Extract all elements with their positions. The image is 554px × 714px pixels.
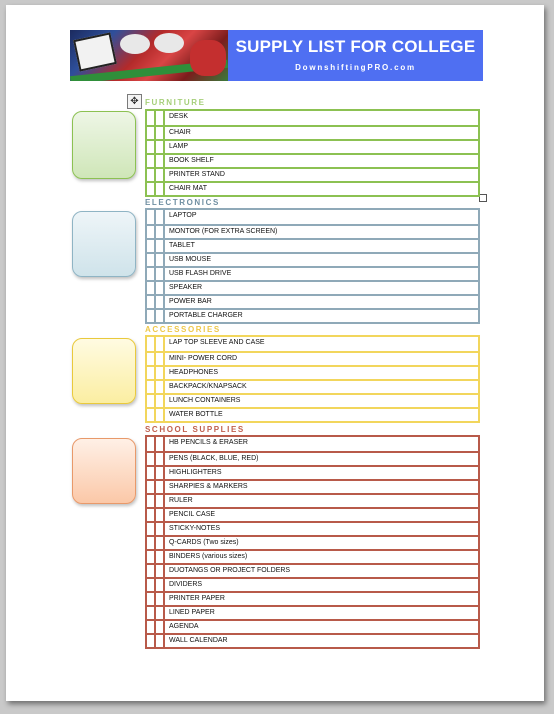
table-electronics bbox=[145, 208, 480, 324]
item-label: PENCIL CASE bbox=[169, 511, 216, 518]
list-item bbox=[147, 605, 478, 619]
item-label: BACKPACK/KNAPSACK bbox=[169, 383, 247, 390]
check-cell[interactable] bbox=[156, 537, 165, 549]
item-label: Q-CARDS (Two sizes) bbox=[169, 539, 239, 546]
check-cell[interactable] bbox=[147, 310, 156, 322]
item-label: AGENDA bbox=[169, 623, 199, 630]
check-cell[interactable] bbox=[147, 579, 156, 591]
photo-shoe-shape bbox=[120, 34, 150, 54]
check-cell[interactable] bbox=[147, 523, 156, 535]
page-subtitle: DownshiftingPRO.com bbox=[295, 63, 416, 72]
list-item bbox=[147, 379, 478, 393]
item-label: USB FLASH DRIVE bbox=[169, 270, 232, 277]
list-item bbox=[147, 153, 478, 167]
item-label: MINI- POWER CORD bbox=[169, 355, 238, 362]
item-label: LAPTOP bbox=[169, 212, 197, 219]
check-cell[interactable] bbox=[156, 495, 165, 507]
item-label: TABLET bbox=[169, 242, 195, 249]
list-item bbox=[147, 563, 478, 577]
list-item bbox=[147, 111, 478, 125]
item-label: HEADPHONES bbox=[169, 369, 219, 376]
check-cell[interactable] bbox=[147, 381, 156, 393]
check-cell[interactable] bbox=[147, 254, 156, 266]
check-cell[interactable] bbox=[156, 268, 165, 280]
item-label: WATER BOTTLE bbox=[169, 411, 223, 418]
list-item bbox=[147, 224, 478, 238]
list-item bbox=[147, 139, 478, 153]
list-item bbox=[147, 549, 478, 563]
check-cell[interactable] bbox=[147, 353, 156, 365]
list-item bbox=[147, 591, 478, 605]
check-cell[interactable] bbox=[156, 607, 165, 619]
page-title: SUPPLY LIST FOR COLLEGE bbox=[235, 37, 476, 56]
check-cell[interactable] bbox=[156, 481, 165, 493]
swatch-electronics bbox=[72, 211, 136, 277]
item-label: WALL CALENDAR bbox=[169, 637, 228, 644]
check-cell[interactable] bbox=[147, 111, 156, 125]
check-cell[interactable] bbox=[147, 593, 156, 605]
item-label: POWER BAR bbox=[169, 298, 212, 305]
check-cell[interactable] bbox=[147, 240, 156, 252]
section-title-school-supplies: SCHOOL SUPPLIES bbox=[145, 425, 245, 434]
item-label: RULER bbox=[169, 497, 193, 504]
check-cell[interactable] bbox=[147, 210, 156, 224]
check-cell[interactable] bbox=[147, 621, 156, 633]
item-label: PORTABLE CHARGER bbox=[169, 312, 243, 319]
item-label: LINED PAPER bbox=[169, 609, 215, 616]
list-item bbox=[147, 393, 478, 407]
item-label: LAMP bbox=[169, 143, 189, 150]
check-cell[interactable] bbox=[156, 621, 165, 633]
check-cell[interactable] bbox=[156, 579, 165, 591]
check-cell[interactable] bbox=[147, 282, 156, 294]
check-cell[interactable] bbox=[156, 593, 165, 605]
check-cell[interactable] bbox=[156, 353, 165, 365]
section-title-furniture: FURNITURE bbox=[145, 98, 206, 107]
list-item bbox=[147, 294, 478, 308]
item-label: SPEAKER bbox=[169, 284, 203, 291]
item-label: PRINTER STAND bbox=[169, 171, 225, 178]
item-label: USB MOUSE bbox=[169, 256, 212, 263]
item-label: CHAIR MAT bbox=[169, 185, 207, 192]
check-cell[interactable] bbox=[156, 111, 165, 125]
list-item bbox=[147, 535, 478, 549]
list-item bbox=[147, 451, 478, 465]
check-cell[interactable] bbox=[147, 495, 156, 507]
check-cell[interactable] bbox=[147, 337, 156, 351]
table-accessories bbox=[145, 335, 480, 423]
check-cell[interactable] bbox=[147, 437, 156, 451]
table-resize-handle[interactable] bbox=[479, 194, 487, 202]
swatch-accessories bbox=[72, 338, 136, 404]
header-banner bbox=[70, 30, 483, 81]
check-cell[interactable] bbox=[156, 635, 165, 647]
banner-title-panel bbox=[228, 30, 483, 81]
check-cell[interactable] bbox=[156, 509, 165, 521]
swatch-furniture bbox=[72, 111, 136, 179]
item-label: CHAIR bbox=[169, 129, 191, 136]
check-cell[interactable] bbox=[156, 551, 165, 563]
list-item bbox=[147, 337, 478, 351]
list-item bbox=[147, 181, 478, 195]
check-cell[interactable] bbox=[156, 210, 165, 224]
check-cell[interactable] bbox=[156, 467, 165, 479]
list-item bbox=[147, 308, 478, 322]
item-label: SHARPIES & MARKERS bbox=[169, 483, 248, 490]
check-cell[interactable] bbox=[147, 453, 156, 465]
list-item bbox=[147, 365, 478, 379]
photo-bag-shape bbox=[190, 40, 226, 76]
check-cell[interactable] bbox=[147, 395, 156, 407]
table-furniture bbox=[145, 109, 480, 197]
check-cell[interactable] bbox=[147, 509, 156, 521]
check-cell[interactable] bbox=[156, 296, 165, 308]
photo-paper-shape bbox=[73, 32, 117, 71]
list-item bbox=[147, 493, 478, 507]
check-cell[interactable] bbox=[147, 481, 156, 493]
check-cell[interactable] bbox=[156, 337, 165, 351]
check-cell[interactable] bbox=[147, 127, 156, 139]
check-cell[interactable] bbox=[156, 282, 165, 294]
banner-photo bbox=[70, 30, 228, 81]
check-cell[interactable] bbox=[156, 169, 165, 181]
check-cell[interactable] bbox=[156, 409, 165, 421]
check-cell[interactable] bbox=[156, 226, 165, 238]
list-item bbox=[147, 521, 478, 535]
check-cell[interactable] bbox=[147, 183, 156, 195]
check-cell[interactable] bbox=[156, 367, 165, 379]
table-school-supplies bbox=[145, 435, 480, 649]
list-item bbox=[147, 252, 478, 266]
check-cell[interactable] bbox=[156, 155, 165, 167]
check-cell[interactable] bbox=[156, 127, 165, 139]
section-title-accessories: ACCESSORIES bbox=[145, 325, 221, 334]
item-label: LAP TOP SLEEVE AND CASE bbox=[169, 339, 265, 346]
item-label: MONTOR (FOR EXTRA SCREEN) bbox=[169, 228, 278, 235]
list-item bbox=[147, 479, 478, 493]
check-cell[interactable] bbox=[147, 467, 156, 479]
check-cell[interactable] bbox=[147, 296, 156, 308]
section-title-electronics: ELECTRONICS bbox=[145, 198, 220, 207]
check-cell[interactable] bbox=[147, 155, 156, 167]
check-cell[interactable] bbox=[147, 169, 156, 181]
check-cell[interactable] bbox=[156, 310, 165, 322]
check-cell[interactable] bbox=[156, 141, 165, 153]
check-cell[interactable] bbox=[156, 381, 165, 393]
photo-shoe-shape bbox=[154, 33, 184, 53]
list-item bbox=[147, 507, 478, 521]
item-label: DUOTANGS OR PROJECT FOLDERS bbox=[169, 567, 291, 574]
check-cell[interactable] bbox=[156, 565, 165, 577]
item-label: STICKY-NOTES bbox=[169, 525, 221, 532]
check-cell[interactable] bbox=[156, 523, 165, 535]
list-item bbox=[147, 125, 478, 139]
check-cell[interactable] bbox=[147, 537, 156, 549]
check-cell[interactable] bbox=[147, 409, 156, 421]
list-item bbox=[147, 633, 478, 647]
swatch-school-supplies bbox=[72, 438, 136, 504]
item-label: PENS (BLACK, BLUE, RED) bbox=[169, 455, 259, 462]
item-label: HB PENCILS & ERASER bbox=[169, 439, 248, 446]
check-cell[interactable] bbox=[156, 395, 165, 407]
list-item bbox=[147, 280, 478, 294]
list-item bbox=[147, 407, 478, 421]
item-label: DESK bbox=[169, 113, 189, 120]
list-item bbox=[147, 210, 478, 224]
check-cell[interactable] bbox=[147, 551, 156, 563]
list-item bbox=[147, 437, 478, 451]
list-item bbox=[147, 167, 478, 181]
item-label: BINDERS (various sizes) bbox=[169, 553, 248, 560]
item-label: HIGHLIGHTERS bbox=[169, 469, 222, 476]
check-cell[interactable] bbox=[147, 565, 156, 577]
list-item bbox=[147, 238, 478, 252]
list-item bbox=[147, 577, 478, 591]
check-cell[interactable] bbox=[147, 226, 156, 238]
check-cell[interactable] bbox=[156, 183, 165, 195]
check-cell[interactable] bbox=[156, 254, 165, 266]
table-move-handle-icon[interactable]: ✥ bbox=[127, 94, 142, 109]
item-label: DIVIDERS bbox=[169, 581, 203, 588]
check-cell[interactable] bbox=[147, 141, 156, 153]
list-item bbox=[147, 266, 478, 280]
check-cell[interactable] bbox=[147, 607, 156, 619]
check-cell[interactable] bbox=[156, 453, 165, 465]
item-label: LUNCH CONTAINERS bbox=[169, 397, 241, 404]
check-cell[interactable] bbox=[156, 240, 165, 252]
check-cell[interactable] bbox=[156, 437, 165, 451]
list-item bbox=[147, 619, 478, 633]
item-label: PRINTER PAPER bbox=[169, 595, 225, 602]
check-cell[interactable] bbox=[147, 268, 156, 280]
document-page bbox=[6, 5, 544, 701]
check-cell[interactable] bbox=[147, 635, 156, 647]
item-label: BOOK SHELF bbox=[169, 157, 214, 164]
check-cell[interactable] bbox=[147, 367, 156, 379]
list-item bbox=[147, 465, 478, 479]
list-item bbox=[147, 351, 478, 365]
